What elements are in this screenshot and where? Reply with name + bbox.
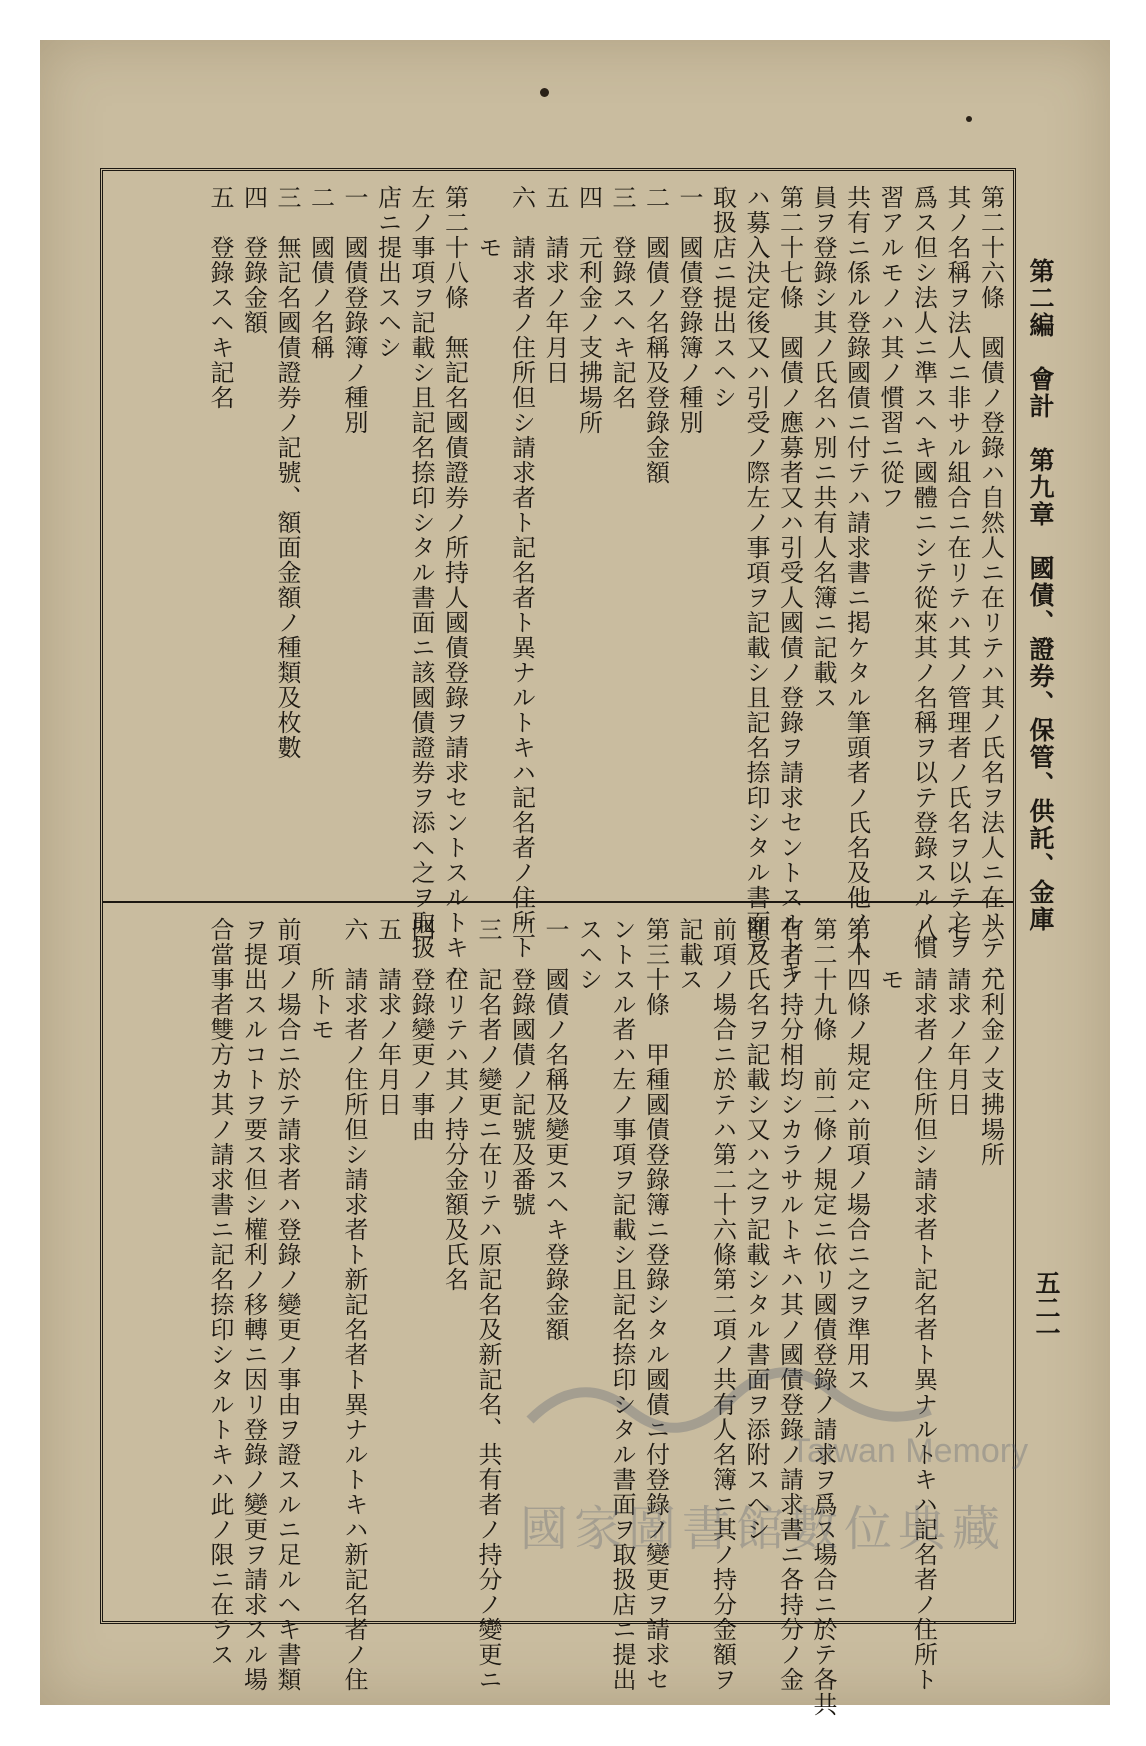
text-column: モ: [876, 917, 904, 992]
text-column: 二 登錄國債ノ記號及番號: [507, 917, 536, 1217]
text-column: 記載ス: [675, 917, 703, 992]
text-column: モ: [474, 185, 502, 260]
text-column: 習アルモノハ其ノ慣習ニ從フ: [876, 185, 904, 510]
text-column: 其ノ名稱ヲ法人ニ非サル組合ニ在リテハ其ノ管理者ノ氏名ヲ以テ之ヲ: [943, 185, 971, 960]
text-column: 六 請求者ノ住所但シ請求者ト記名者ト異ナルトキハ記名者ノ住所ト: [507, 185, 536, 960]
text-column: 四 登錄變更ノ事由: [407, 917, 435, 1142]
text-column: 六 請求者ノ住所但シ請求者ト新記名者ト異ナルトキハ新記名者ノ住: [340, 917, 368, 1692]
text-column: 第二十七條 國債ノ應募者又ハ引受人國債ノ登錄ヲ請求セントスルトキ: [775, 185, 804, 985]
text-column: 前項ノ場合ニ於テハ第二十六條第二項ノ共有人名簿ニ其ノ持分金額ヲ: [708, 917, 737, 1692]
text-column: 六 元利金ノ支拂場所: [976, 917, 1005, 1167]
text-column: 前項ノ場合ニ於テ請求者ハ登錄ノ變更ノ事由ヲ證スルニ足ルヘキ書類: [273, 917, 301, 1692]
text-column: スヘシ: [574, 917, 603, 992]
text-column: 二 國債ノ名稱: [306, 185, 335, 360]
text-column: 左ノ事項ヲ記載シ且記名捺印シタル書面ニ該國債證券ヲ添ヘ之ヲ取扱: [407, 185, 435, 960]
text-column: 三 記名者ノ變更ニ在リテハ原記名及新記名、共有者ノ持分ノ變更ニ: [474, 917, 502, 1692]
text-column: 四 元利金ノ支拂場所: [574, 185, 603, 435]
watermark-chinese: 國家圖書館數位典藏: [520, 1503, 1007, 1556]
text-column: 爲ス但シ法人ニ準スヘキ國體ニシテ從來其ノ名稱ヲ以テ登錄スルノ慣: [909, 185, 938, 960]
text-column: 共有ニ係ル登錄國債ニ付テハ請求書ニ掲ケタル筆頭者ノ氏名及他ノ人: [842, 185, 871, 960]
text-column: 第二十六條 國債ノ登錄ハ自然人ニ在リテハ其ノ氏名ヲ法人ニ在リテハ: [976, 185, 1005, 985]
text-column: 七 請求ノ年月日: [943, 917, 971, 1117]
text-column: 所トモ: [306, 917, 335, 1042]
text-column: 員ヲ登錄シ其ノ氏名ハ別ニ共有人名簿ニ記載ス: [809, 185, 837, 710]
watermark-logo: [520, 1360, 940, 1440]
running-header: 第二編 會計 第九章 國債、證券、保管、供託、金庫: [1026, 258, 1055, 933]
text-column: 四 登錄金額: [239, 185, 268, 335]
text-column: 一 國債登錄簿ノ種別: [340, 185, 368, 435]
text-column: 合當事者雙方カ其ノ請求書ニ記名捺印シタルトキハ此ノ限ニ在ラス: [206, 917, 234, 1667]
text-column: 第三十條 甲種國債登錄簿ニ登錄シタル國債ニ付登錄ノ變更ヲ請求セ: [641, 917, 670, 1692]
text-column: 取扱店ニ提出スヘシ: [708, 185, 737, 410]
text-column: 二 國債ノ名稱及登錄金額: [641, 185, 670, 485]
text-column: 額及氏名ヲ記載シ又ハ之ヲ記載シタル書面ヲ添附スヘシ: [742, 917, 770, 1542]
text-column: ントスル者ハ左ノ事項ヲ記載シ且記名捺印シタル書面ヲ取扱店ニ提出: [608, 917, 636, 1692]
text-column: 五 登錄スヘキ記名: [206, 185, 234, 410]
text-column: ヲ提出スルコトヲ要ス但シ權利ノ移轉ニ因リ登錄ノ變更ヲ請求スル場: [239, 917, 268, 1692]
text-column: ハ募入決定後又ハ引受ノ際左ノ事項ヲ記載シ且記名捺印シタル書面ヲ: [742, 185, 770, 960]
text-column: 三 無記名國債證券ノ記號、額面金額ノ種類及枚數: [273, 185, 301, 760]
text-column: 店ニ提出スヘシ: [373, 185, 402, 360]
text-column: 八 請求者ノ住所但シ請求者ト記名者ト異ナルトキハ記名者ノ住所ト: [909, 917, 938, 1692]
ink-spot: [966, 116, 972, 122]
text-column: 在リテハ其ノ持分金額及氏名: [440, 917, 469, 1292]
section-divider: [103, 901, 1013, 903]
text-column: 第二十八條 無記名國債證券ノ所持人國債登錄ヲ請求セントスルトキハ: [440, 185, 469, 985]
text-column: 三 登錄スヘキ記名: [608, 185, 636, 410]
text-column: 五 請求ノ年月日: [541, 185, 569, 385]
page-number: 五二一: [1032, 1270, 1061, 1345]
text-column: 有者ノ持分相均シカラサルトキハ其ノ國債登錄ノ請求書ニ各持分ノ金: [775, 917, 804, 1692]
text-column: 一 國債ノ名稱及變更スヘキ登錄金額: [541, 917, 569, 1342]
ink-spot: [540, 88, 549, 97]
text-column: 一 國債登錄簿ノ種別: [675, 185, 703, 435]
watermark-english: Taiwan Memory: [790, 1432, 1029, 1470]
text-column: 第二十九條 前二條ノ規定ニ依リ國債登錄ノ請求ヲ爲ス場合ニ於テ各共: [809, 917, 837, 1717]
text-column: 第十四條ノ規定ハ前項ノ場合ニ之ヲ準用ス: [842, 917, 871, 1392]
text-column: 五 請求ノ年月日: [373, 917, 402, 1117]
